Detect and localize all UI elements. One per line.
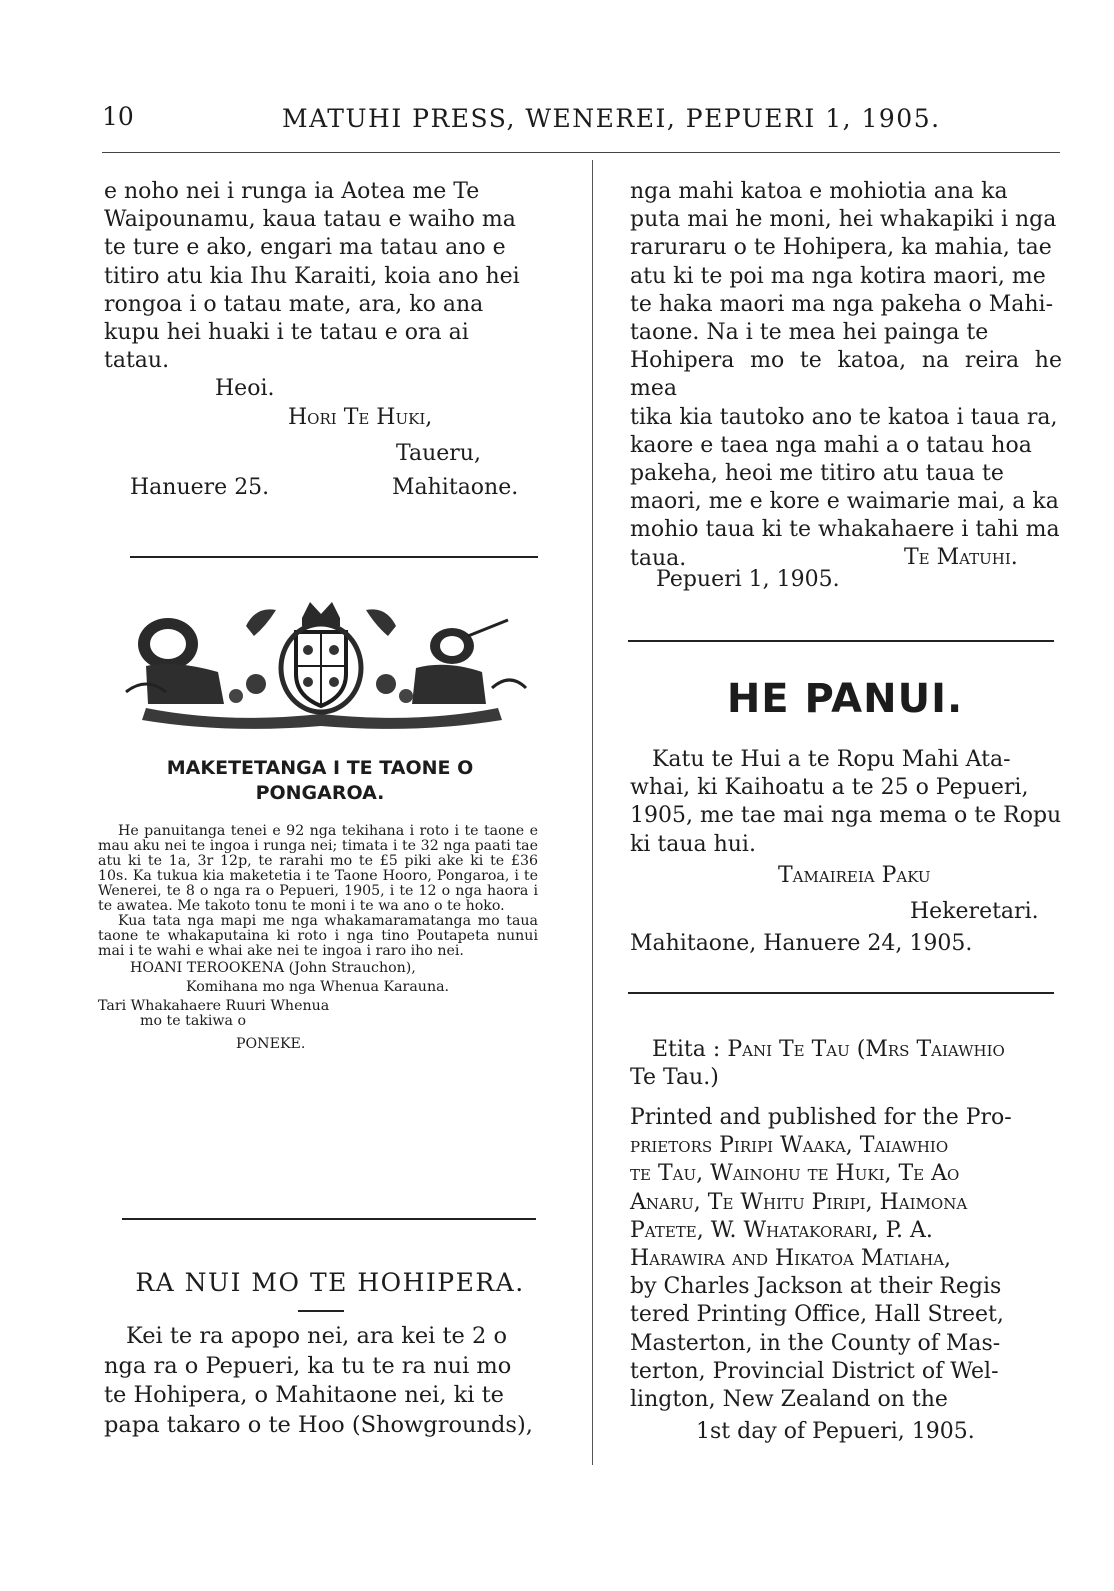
- text-line: nga mahi katoa e mohiotia ana ka: [630, 179, 1008, 204]
- page-number: 10: [102, 102, 134, 131]
- section-rule: [122, 1218, 536, 1220]
- panui-place-date: Mahitaone, Hanuere 24, 1905.: [630, 931, 973, 956]
- text-line: Printed and published for the Pro-: [630, 1105, 1012, 1130]
- text-line: tika kia tautoko ano te katoa i taua ra,: [630, 404, 1058, 430]
- royal-coat-of-arms-icon: [106, 596, 536, 734]
- text-line: taone. Na i te mea hei painga te: [630, 320, 989, 346]
- title-underline: [298, 1310, 344, 1312]
- notice-signatory: HOANI TEROOKENA (John Strauchon),: [130, 960, 416, 976]
- right-article-body: [630, 178, 1062, 573]
- text-line: 1905, me tae mai nga mema o te Ropu: [630, 803, 1062, 829]
- section-rule: [130, 556, 538, 558]
- notice-signatory-title: Komihana mo nga Whenua Karauna.: [186, 979, 450, 995]
- text-line: Hohipera mo te katoa, na reira he mea: [630, 348, 1062, 402]
- notice-body: [98, 824, 538, 1052]
- imprint-date: 1st day of Pepueri, 1905.: [696, 1419, 975, 1444]
- editor-name: Pani Te Tau: [727, 1037, 850, 1062]
- text-line: te Hohipera, o Mahitaone nei, ki te: [104, 1382, 505, 1408]
- notice-title: [116, 756, 524, 806]
- text-line: e noho nei i runga ia Aotea me Te: [104, 179, 480, 204]
- text-line: nga ra o Pepueri, ka tu te ra nui mo: [104, 1352, 512, 1379]
- text-line: kaore e taea nga mahi a o tatau hoa: [630, 432, 1032, 458]
- text-line: Masterton, in the County of Mas-: [630, 1330, 1001, 1356]
- panui-role: Hekeretari.: [910, 899, 1039, 924]
- article-body: [104, 1322, 540, 1440]
- text-line: Waipounamu, kaua tatau e waiho ma: [104, 207, 516, 233]
- panui-title: HE PANUI.: [726, 676, 964, 722]
- text-line: Katu te Hui a te Ropu Mahi Ata-: [652, 747, 1011, 772]
- column-divider: [592, 160, 593, 1465]
- text-line: raruraru o te Hohipera, ka mahia, tae: [630, 235, 1052, 261]
- letter-date: Hanuere 25.: [130, 475, 270, 500]
- text-line: lington, New Zealand on the: [630, 1387, 948, 1413]
- text-line: Anaru, Te Whitu Piripi, Haimona: [630, 1189, 968, 1215]
- notice-title-line: PONGAROA.: [255, 782, 385, 804]
- text-line: pakeha, heoi me titiro atu taua te: [630, 461, 1004, 487]
- text-line: Patete, W. Whatakorari, P. A.: [630, 1217, 933, 1243]
- text-line: prietors Piripi Waaka, Taiawhio: [630, 1133, 949, 1159]
- panui-signature: Tamaireia Paku: [778, 863, 931, 888]
- notice-office: mo te takiwa o: [140, 1013, 247, 1029]
- masthead: MATUHI PRESS, WENEREI, PEPUERI 1, 1905.: [282, 104, 941, 133]
- notice-paragraph: Kua tata nga mapi me nga whakamaramatanga mo taua taone te whakaputaina ki roto i nga tino Poutapeta nunui mai i te wahi e whai ake nei te ingoa i raro iho nei.: [98, 913, 538, 959]
- text-line: kupu hei huaki i te tatau e ora ai: [104, 320, 469, 346]
- notice-office-place: PONEKE.: [236, 1036, 306, 1052]
- editor-alias-cont: Te Tau.): [630, 1065, 719, 1091]
- text-line: te Tau, Wainohu te Huki, Te Ao: [630, 1161, 960, 1187]
- section-rule: [628, 640, 1054, 642]
- editor-alias: (Mrs Taiawhio: [856, 1037, 1005, 1062]
- letter-role: Taueru,: [396, 441, 481, 466]
- text-line: tatau.: [104, 348, 170, 374]
- text-line: taua.: [630, 545, 687, 571]
- text-line: whai, ki Kaihoatu a te 25 o Pepueri,: [630, 775, 1029, 801]
- right-article-signature: Te Matuhi.: [904, 545, 1018, 570]
- header-rule: [102, 152, 1060, 153]
- text-line: Harawira and Hikatoa Matiaha,: [630, 1246, 952, 1272]
- letter-signature: Hori Te Huki,: [288, 405, 433, 430]
- notice-title-line: MAKETETANGA I TE TAONE O: [166, 757, 474, 779]
- text-line: te ture e ako, engari ma tatau ano e: [104, 235, 506, 261]
- text-line: mohio taua ki te whakahaere i tahi ma: [630, 517, 1060, 543]
- notice-office: Tari Whakahaere Ruuri Whenua: [98, 998, 330, 1014]
- text-line: papa takaro o te Hoo (Showgrounds),: [104, 1411, 533, 1438]
- editor-label: Etita :: [652, 1037, 721, 1062]
- text-line: by Charles Jackson at their Regis: [630, 1274, 1002, 1300]
- section-rule: [628, 992, 1054, 994]
- text-line: puta mai he moni, hei whakapiki i nga: [630, 207, 1057, 233]
- text-line: ki taua hui.: [630, 831, 756, 857]
- text-line: atu ki te poi ma nga kotira maori, me: [630, 263, 1046, 289]
- article-title: RA NUI MO TE HOHIPERA.: [135, 1268, 525, 1297]
- text-line: titiro atu kia Ihu Karaiti, koia ano hei: [104, 263, 520, 289]
- letter-closing: Heoi.: [215, 376, 275, 401]
- text-line: terton, Provincial District of Wel-: [630, 1358, 999, 1384]
- text-line: te haka maori ma nga pakeha o Mahi-: [630, 291, 1054, 317]
- text-line: Kei te ra apopo nei, ara kei te 2 o: [126, 1323, 508, 1349]
- text-line: rongoa i o tatau mate, ara, ko ana: [104, 291, 484, 317]
- letter-body: [104, 178, 540, 375]
- letter-place: Mahitaone.: [392, 475, 519, 500]
- text-line: maori, me e kore e waimarie mai, a ka: [630, 489, 1059, 515]
- panui-body: [630, 746, 1062, 859]
- editor-line: [630, 1036, 1062, 1092]
- right-article-date: Pepueri 1, 1905.: [656, 567, 840, 592]
- imprint-body: [630, 1104, 1062, 1414]
- notice-paragraph: He panuitanga tenei e 92 nga tekihana i roto i te taone e mau aku nei te ingoa i runga nei; timata i te 32 nga paati tae atu ki te 1a, 3r 12p, te rarahi mo te £5 piki ake ki te £36 10s. Ka tukua kia maketetia i te Taone Hooro, Pongaroa, i te Wenerei, te 8 o nga ra o Pepueri, 1905, i te 12 o nga haora i te awatea. Me takoto tonu te moni i te wa ano o te hoko.: [98, 823, 538, 914]
- text-line: tered Printing Office, Hall Street,: [630, 1302, 1004, 1328]
